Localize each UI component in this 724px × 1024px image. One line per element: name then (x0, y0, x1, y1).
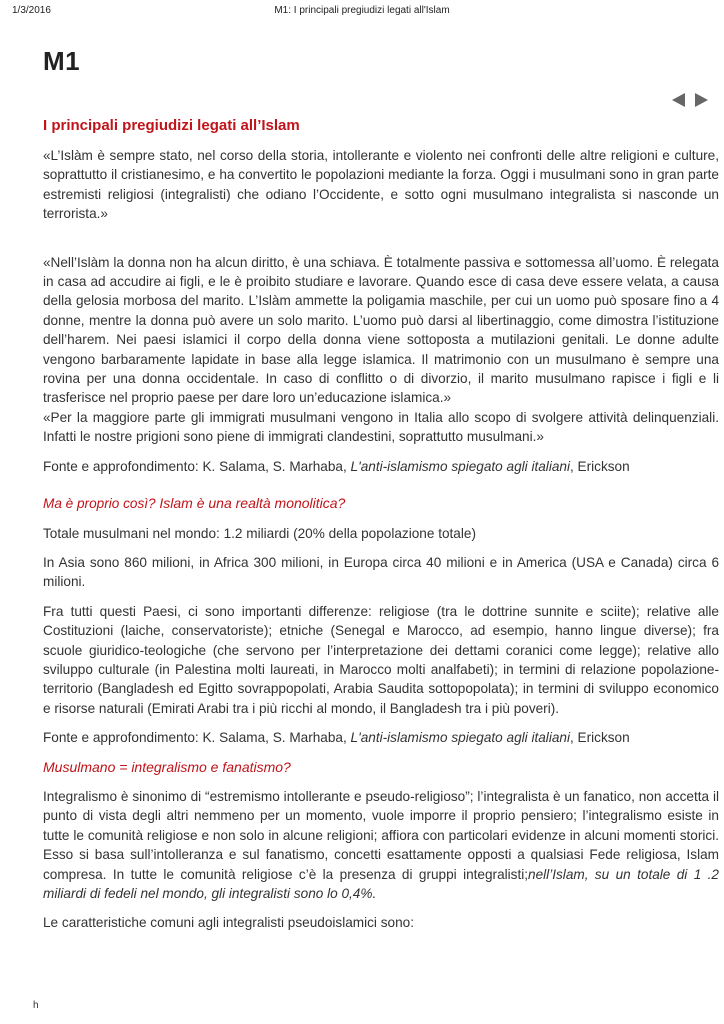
quote-paragraph-3: «Per la maggiore parte gli immigrati musulmani vengono in Italia allo scopo di svolgere attività delinquenziali. Infatti le nostre prigioni sono piene di immigrati clandestini, soprattutto musulmani.» (43, 409, 719, 445)
stats-regions: In Asia sono 860 milioni, in Africa 300 milioni, in Europa circa 40 milioni e in America (USA e Canada) circa 6 milioni. (43, 554, 719, 590)
section-heading-part2: Islam è una realtà monolitica? (159, 495, 346, 512)
article-content (43, 116, 719, 943)
characteristics-intro: Le caratteristiche comuni agli integralisti pseudoislamici sono: (43, 915, 414, 931)
section-heading-monolitica (43, 494, 719, 513)
spacer (43, 486, 719, 494)
footer-fragment: h (33, 1000, 39, 1011)
print-header (0, 0, 724, 20)
integralismo-paragraph (43, 787, 719, 903)
source-book-title: L'anti-islamismo spiegato agli italiani (350, 458, 570, 474)
next-page-arrow-icon[interactable] (695, 93, 708, 107)
source-prefix: Fonte e approfondimento: K. Salama, S. Marhaba, (43, 458, 351, 474)
print-title: M1: I principali pregiudizi legati all'Islam (274, 5, 450, 16)
integralismo-italic: nell’Islam, su un totale di 1 .2 miliardi di fedeli nel mondo, gli integralisti sono lo 0,4%. (43, 866, 719, 901)
page-navigation (672, 93, 714, 109)
previous-page-arrow-icon[interactable] (672, 93, 685, 107)
differences-paragraph: Fra tutti questi Paesi, ci sono importanti differenze: religiose (tra le dottrine sunnite e sciite); relative alle Costituzioni (laiche, conservatoriste); etniche (Senegal e Marocco, ad esempio, hanno lingue diverse); fra scuole giuridico-teologiche (che servono per l’interpretazione dei dettami coranici come legge); relative allo sviluppo culturale (in Palestina molti laureati, in Marocco molti analfabeti); in termini di relazione popolazione-territorio (Bangladesh ed Egitto sovrappopolati, Arabia Saudita sottopopolata); in termini di sviluppo economico e risorse naturali (Emirati Arabi tra i più ricchi al mondo, il Bangladesh tra i più poveri). (43, 603, 719, 716)
source-prefix: Fonte e approfondimento: K. Salama, S. Marhaba, (43, 730, 351, 746)
source-citation-1 (43, 457, 719, 476)
source-suffix: , Erickson (570, 730, 630, 746)
quote-paragraph-2: «Nell’Islàm la donna non ha alcun diritto, è una schiava. È totalmente passiva e sottomessa all’uomo. È relegata in casa ad accudire ai figli, e le è proibito studiare e lavorare. Quando esce di casa deve essere velata, a causa della gelosia morbosa del marito. L’Islàm ammette la poligamia maschile, per cui un uomo può sposare fino a 4 donne, mentre la donna può avere un solo marito. L’uomo può darsi al libertinaggio, come dimostra l’istituzione dell’harem. Nei paesi islamici il corpo della donna viene sottoposta a mutilazioni genitali. Le donne adulte vengono barbaramente lapidate in base alla legge islamica. Il matrimonio con un musulmano è sempre una rovina per una donna occidentale. In caso di conflitto o di divorzio, il marito musulmano rapisce i figli e li trasferisce nel proprio paese per dare loro un’educazione islamica.» (43, 254, 719, 406)
quote-paragraph-1: «L’Islàm è sempre stato, nel corso della storia, intollerante e violento nei confronti delle altre religioni e culture, soprattutto il cristianesimo, e ha convertito le popolazioni mediante la forza. Oggi i musulmani sono in gran parte estremisti religiosi (integralisti) che odiano l’Occidente, e sotto ogni musulmano integralista si nasconde un terrorista.» (43, 148, 719, 222)
spacer (43, 234, 719, 253)
stats-total: Totale musulmani nel mondo: 1.2 miliardi (20% della popolazione totale) (43, 525, 476, 541)
source-suffix: , Erickson (570, 458, 630, 474)
source-citation-2 (43, 728, 719, 747)
integralismo-text: Integralismo è sinonimo di “estremismo intollerante e pseudo-religioso”; l’integralista è un fanatico, non accetta il punto di vista degli altri nemmeno per un momento, vuole imporre il proprio pensiero; l’integralismo esiste in tutte le comunità religiose e non solo in alcune religioni; affiora con particolari evidenze in alcuni momenti storici. Esso si basa sull’intolleranza e sul fanatismo, concetti esattamente opposti a qualsiasi Fede religiosa, Islam compresa. In tutte le comunità religiose c’è la presenza di gruppi integralisti; (43, 788, 719, 882)
page-title: M1 (43, 46, 81, 76)
source-book-title: L'anti-islamismo spiegato agli italiani (350, 730, 570, 746)
print-date: 1/3/2016 (12, 5, 51, 16)
section-heading-integralismo: Musulmano = integralismo e fanatismo? (43, 758, 291, 775)
section-heading-part1: Ma è proprio così? (43, 496, 160, 512)
article-heading: I principali pregiudizi legati all’Islam (43, 117, 300, 134)
